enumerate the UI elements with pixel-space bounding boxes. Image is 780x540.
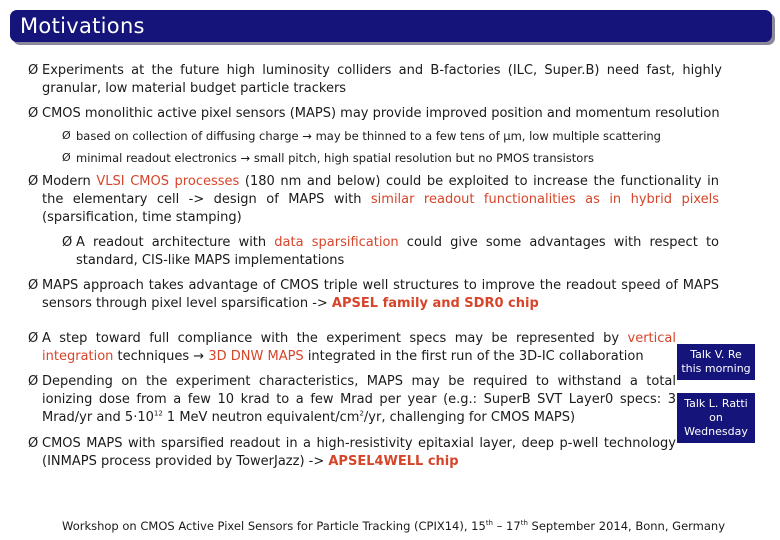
bullet-4-highlight: APSEL family and SDR0 chip <box>331 296 539 311</box>
bullet-3-highlight-1: VLSI CMOS processes <box>96 174 240 189</box>
footer <box>62 519 762 534</box>
bullet-3-text-b: (180 nm and below) could be exploited to increase the functionality in the elementary cell -> design of MAPS with <box>42 174 719 207</box>
bullet-2-sub-1 <box>62 128 736 144</box>
bullet-3-highlight-2: similar readout functionalities as in hybrid pixels <box>370 192 719 207</box>
title-bar <box>10 10 772 42</box>
bullet-3-sub-highlight: data sparsification <box>274 235 399 250</box>
bullet-arrow-icon: Ø <box>28 374 39 389</box>
bullet-arrow-icon: Ø <box>62 151 71 164</box>
bullet-6-text-b: 1 MeV neutron equivalent/cm <box>162 410 360 425</box>
bullet-arrow-icon: Ø <box>28 436 39 451</box>
talk-note-2-line-1: Talk L. Ratti <box>684 397 748 410</box>
footer-sup-2: th <box>520 519 528 528</box>
bullet-3 <box>28 173 719 227</box>
bullet-3-text-a: Modern <box>42 174 97 189</box>
bullet-5-text-a: A step toward full compliance with the experiment specs may be represented by <box>42 331 628 346</box>
bullet-3-sub-a: A readout architecture with <box>76 235 275 250</box>
bullet-7 <box>28 435 676 471</box>
bullet-6-text-a: Depending on the experiment characteristics, MAPS may be required to withstand a total ionizing dose from a few 10 krad to a few Mrad per year (e.g.: SuperB SVT Layer0 specs: 3 Mrad/yr and 5·10 <box>42 374 676 425</box>
talk-note-2 <box>677 393 755 443</box>
bullet-5-text-b: techniques <box>113 349 194 364</box>
bullet-1-text: Experiments at the future high luminosity colliders and B-factories (ILC, Super.B) need fast, highly granular, low material budget particle trackers <box>42 63 722 96</box>
bullet-arrow-icon: Ø <box>62 235 73 250</box>
footer-sup-1: th <box>485 519 493 528</box>
slide-title: Motivations <box>20 14 145 38</box>
bullet-2-sub-1-a: based on collection of diffusing charge <box>76 129 299 143</box>
footer-text-c: September 2014, Bonn, Germany <box>527 519 726 533</box>
arrow-right-icon: → <box>240 151 251 165</box>
bullet-5-text-c: integrated in the first run of the 3D-IC collaboration <box>303 349 644 364</box>
bullet-7-highlight: APSEL4WELL chip <box>328 454 459 469</box>
footer-text-a: Workshop on CMOS Active Pixel Sensors for Particle Tracking (CPIX14), 15 <box>62 519 486 533</box>
bullet-3-sub <box>62 234 719 270</box>
bullet-2-text: CMOS monolithic active pixel sensors (MAPS) may provide improved position and momentum resolution <box>42 106 720 121</box>
bullet-6-sup-2: 2 <box>359 409 364 418</box>
talk-note-1-line-2: this morning <box>681 362 751 375</box>
bullet-2-sub-1-b: may be thinned to a few tens of µm, low multiple scattering <box>315 129 661 143</box>
arrow-right-icon: → <box>193 349 205 364</box>
bullet-4 <box>28 277 719 313</box>
bullet-1 <box>28 62 722 98</box>
bullet-arrow-icon: Ø <box>28 106 39 121</box>
footer-text-b: – 17 <box>493 519 521 533</box>
bullet-2 <box>28 105 742 123</box>
talk-note-1 <box>677 344 755 380</box>
bullet-5-highlight-2: 3D DNW MAPS <box>208 349 304 364</box>
arrow-right-icon: → <box>302 129 312 143</box>
bullet-6-text-c: /yr, challenging for CMOS MAPS) <box>363 410 576 425</box>
bullet-6 <box>28 373 676 427</box>
bullet-3-sub-b: could give some advantages with respect to standard, CIS-like MAPS implementations <box>76 235 719 268</box>
bullet-2-sub-2-b: small pitch, high spatial resolution but no PMOS transistors <box>253 151 595 165</box>
talk-note-2-line-2: on <box>709 411 723 424</box>
bullet-arrow-icon: Ø <box>28 278 39 293</box>
talk-note-2-line-3: Wednesday <box>684 425 748 438</box>
bullet-5-highlight-1: vertical integration <box>42 331 676 364</box>
bullet-arrow-icon: Ø <box>28 174 39 189</box>
bullet-2-sub-2 <box>62 150 736 166</box>
bullet-4-text: MAPS approach takes advantage of CMOS triple well structures to improve the readout speed of MAPS sensors through pixel level sparsification -> <box>42 278 719 311</box>
bullet-arrow-icon: Ø <box>28 331 39 346</box>
bullet-arrow-icon: Ø <box>62 129 71 142</box>
talk-note-1-line-1: Talk V. Re <box>690 348 742 361</box>
bullet-5 <box>28 330 676 366</box>
bullet-7-text: CMOS MAPS with sparsified readout in a high-resistivity epitaxial layer, deep p-well technology (INMAPS process provided by TowerJazz) -> <box>42 436 676 469</box>
bullet-arrow-icon: Ø <box>28 63 39 78</box>
bullet-6-sup-1: 12 <box>153 409 163 418</box>
bullet-3-text-c: (sparsification, time stamping) <box>42 210 242 225</box>
bullet-2-sub-2-a: minimal readout electronics <box>76 151 237 165</box>
